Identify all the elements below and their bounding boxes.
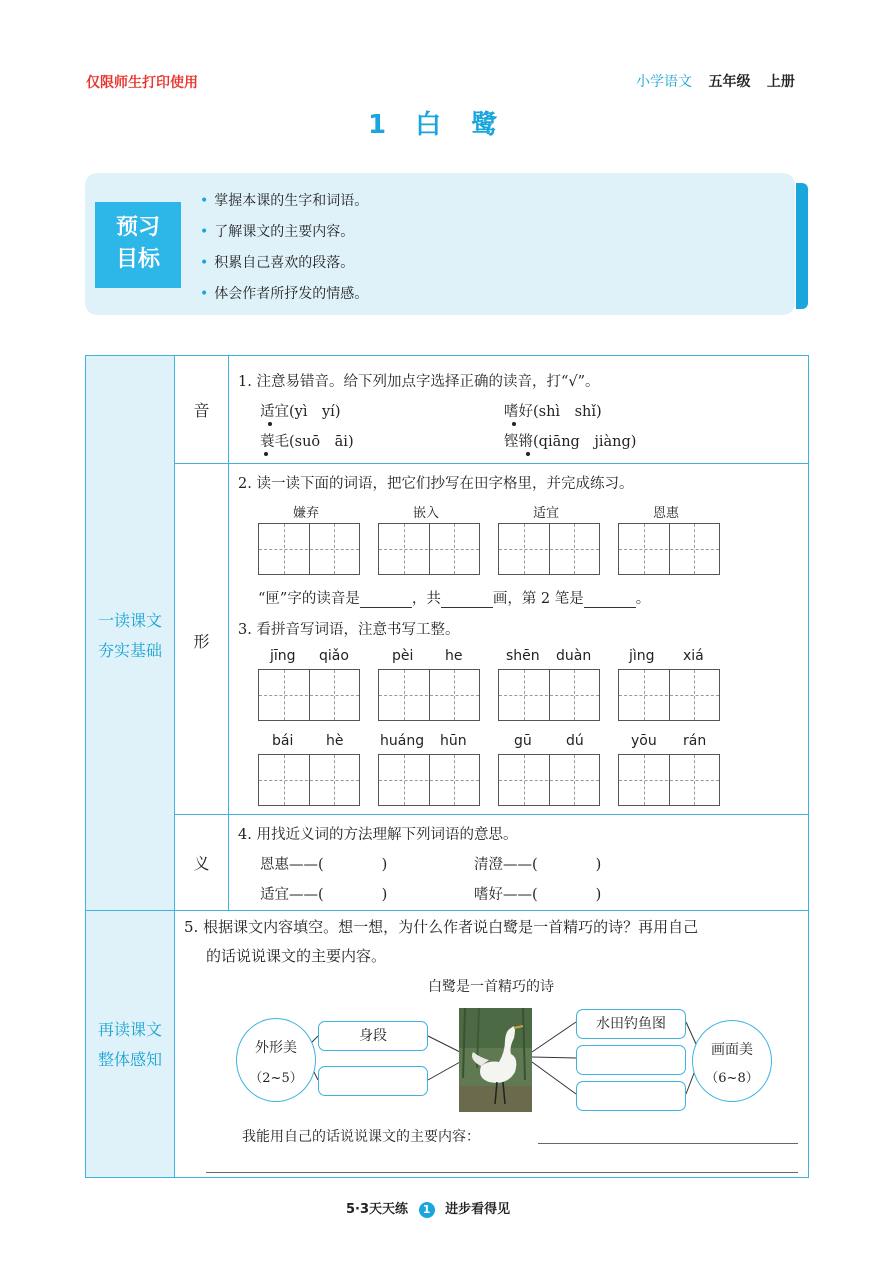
writing-grid[interactable] bbox=[618, 523, 720, 575]
writing-grid[interactable] bbox=[618, 669, 720, 721]
row-meaning-label: 义 bbox=[193, 854, 210, 873]
lesson-title bbox=[368, 104, 499, 141]
pinyin: yōu bbox=[631, 733, 657, 749]
q1-item-c[interactable]: 蓑毛(suō āi) bbox=[260, 434, 354, 450]
pinyin: xiá bbox=[683, 648, 704, 664]
q1-item-a[interactable]: 适宜(yì yí) bbox=[260, 404, 341, 420]
row-shape-cell bbox=[174, 463, 229, 815]
q4-prompt: 4. 用找近义词的方法理解下列词语的意思。 bbox=[238, 827, 518, 843]
writing-grid[interactable] bbox=[378, 669, 480, 721]
summary-answer-line[interactable] bbox=[538, 1143, 798, 1144]
pinyin: jìng bbox=[629, 648, 655, 664]
pinyin: hè bbox=[326, 733, 344, 749]
preview-goals-panel bbox=[85, 173, 795, 315]
q4-item-c[interactable]: 适宜——( ) bbox=[260, 887, 388, 903]
q2-word: 恩惠 bbox=[653, 506, 680, 521]
diagram-title: 白鹭是一首精巧的诗 bbox=[428, 979, 554, 995]
emphasis-dot bbox=[526, 452, 530, 456]
left-box-2-blank[interactable] bbox=[318, 1066, 428, 1096]
pinyin: rán bbox=[683, 733, 707, 749]
pinyin: dú bbox=[566, 733, 584, 749]
volume-label: 上册 bbox=[766, 74, 795, 90]
section2-label-cell bbox=[85, 910, 175, 1178]
footer-slogan: 进步看得见 bbox=[445, 1202, 511, 1217]
right-oval-title: 画面美 bbox=[711, 1042, 753, 1058]
emphasis-dot bbox=[512, 422, 516, 426]
pinyin: qiǎo bbox=[319, 648, 349, 664]
row-meaning-cell bbox=[174, 814, 229, 911]
pinyin: he bbox=[445, 648, 463, 664]
goals-tag-line1: 预习 bbox=[115, 215, 160, 240]
pinyin: bái bbox=[272, 733, 294, 749]
goal-item: • 积累自己喜欢的段落。 bbox=[200, 255, 355, 271]
q1-item-d[interactable]: 铿锵(qiāng jiàng) bbox=[504, 434, 637, 450]
lesson-name: 白 鹭 bbox=[415, 110, 500, 140]
q5-prompt-line2: 的话说说课文的主要内容。 bbox=[206, 947, 387, 965]
goal-item: • 了解课文的主要内容。 bbox=[200, 224, 355, 240]
left-box-1: 身段 bbox=[318, 1021, 428, 1051]
writing-grid[interactable] bbox=[498, 523, 600, 575]
pinyin: pèi bbox=[392, 648, 414, 664]
pinyin: gū bbox=[514, 733, 532, 749]
answer-blank[interactable] bbox=[584, 591, 636, 608]
q2-fill-line: “匣”字的读音是 ，共 画，第 2 笔是 。 bbox=[258, 591, 651, 607]
q2-word: 嫌弃 bbox=[293, 506, 320, 521]
answer-blank[interactable] bbox=[360, 591, 412, 608]
section1-line1: 一读课文 bbox=[97, 611, 162, 630]
row-shape-label: 形 bbox=[193, 632, 210, 651]
q2-word: 适宜 bbox=[533, 506, 560, 521]
summary-prompt: 我能用自己的话说说课文的主要内容： bbox=[242, 1129, 480, 1145]
left-oval-title: 外形美 bbox=[255, 1040, 297, 1056]
writing-grid[interactable] bbox=[258, 669, 360, 721]
section2-line1: 再读课文 bbox=[97, 1020, 162, 1039]
q2-prompt: 2. 读一读下面的词语，把它们抄写在田字格里，并完成练习。 bbox=[238, 476, 634, 492]
left-oval bbox=[236, 1018, 316, 1102]
egret-image bbox=[459, 1008, 532, 1112]
q4-item-d[interactable]: 嗜好——( ) bbox=[474, 887, 602, 903]
pinyin: duàn bbox=[556, 648, 592, 664]
pinyin: hūn bbox=[440, 733, 467, 749]
pinyin: shēn bbox=[506, 648, 540, 664]
right-box-3-blank[interactable] bbox=[576, 1081, 686, 1111]
q2-word: 嵌入 bbox=[413, 506, 440, 521]
writing-grid[interactable] bbox=[378, 754, 480, 806]
answer-blank[interactable] bbox=[441, 591, 493, 608]
footer-badge: 1 bbox=[419, 1202, 435, 1218]
section1-label-cell bbox=[85, 355, 175, 911]
print-notice: 仅限师生打印使用 bbox=[86, 75, 198, 91]
q4-item-b[interactable]: 清澄——( ) bbox=[474, 857, 602, 873]
grade-label: 五年级 bbox=[708, 74, 751, 90]
goals-tag bbox=[95, 202, 181, 288]
footer-brand: 5·3天天练 bbox=[346, 1202, 409, 1217]
writing-grid[interactable] bbox=[378, 523, 480, 575]
right-oval-range: （6~8） bbox=[705, 1071, 759, 1086]
emphasis-dot bbox=[268, 422, 272, 426]
pinyin: huáng bbox=[380, 733, 425, 749]
book-info bbox=[636, 71, 795, 91]
right-box-1: 水田钓鱼图 bbox=[576, 1009, 686, 1039]
goal-item: • 掌握本课的生字和词语。 bbox=[200, 193, 369, 209]
writing-grid[interactable] bbox=[618, 754, 720, 806]
q1-prompt: 1. 注意易错音。给下列加点字选择正确的读音，打“√”。 bbox=[238, 374, 600, 390]
row-sound-label: 音 bbox=[193, 401, 210, 420]
goal-item: • 体会作者所抒发的情感。 bbox=[200, 286, 369, 302]
pinyin: jīng bbox=[270, 648, 296, 664]
writing-grid[interactable] bbox=[498, 669, 600, 721]
summary-answer-line[interactable] bbox=[206, 1172, 798, 1173]
footer bbox=[346, 1198, 510, 1218]
goals-side-bar bbox=[796, 183, 808, 309]
goals-tag-line2: 目标 bbox=[115, 247, 160, 272]
writing-grid[interactable] bbox=[258, 754, 360, 806]
left-oval-range: （2~5） bbox=[249, 1071, 303, 1086]
q5-prompt-line1: 5. 根据课文内容填空。想一想，为什么作者说白鹭是一首精巧的诗？再用自己 bbox=[184, 918, 699, 936]
q1-item-b[interactable]: 嗜好(shì shǐ) bbox=[504, 404, 602, 420]
lesson-number: 1 bbox=[368, 110, 389, 140]
right-oval bbox=[692, 1020, 772, 1102]
section1-line2: 夯实基础 bbox=[97, 641, 162, 660]
subject-label: 小学语文 bbox=[636, 74, 692, 90]
row-sound-cell bbox=[174, 355, 229, 464]
right-box-2-blank[interactable] bbox=[576, 1045, 686, 1075]
writing-grid[interactable] bbox=[258, 523, 360, 575]
q4-item-a[interactable]: 恩惠——( ) bbox=[260, 857, 388, 873]
section2-line2: 整体感知 bbox=[97, 1050, 162, 1069]
emphasis-dot bbox=[264, 452, 268, 456]
q3-prompt: 3. 看拼音写词语，注意书写工整。 bbox=[238, 622, 460, 638]
writing-grid[interactable] bbox=[498, 754, 600, 806]
